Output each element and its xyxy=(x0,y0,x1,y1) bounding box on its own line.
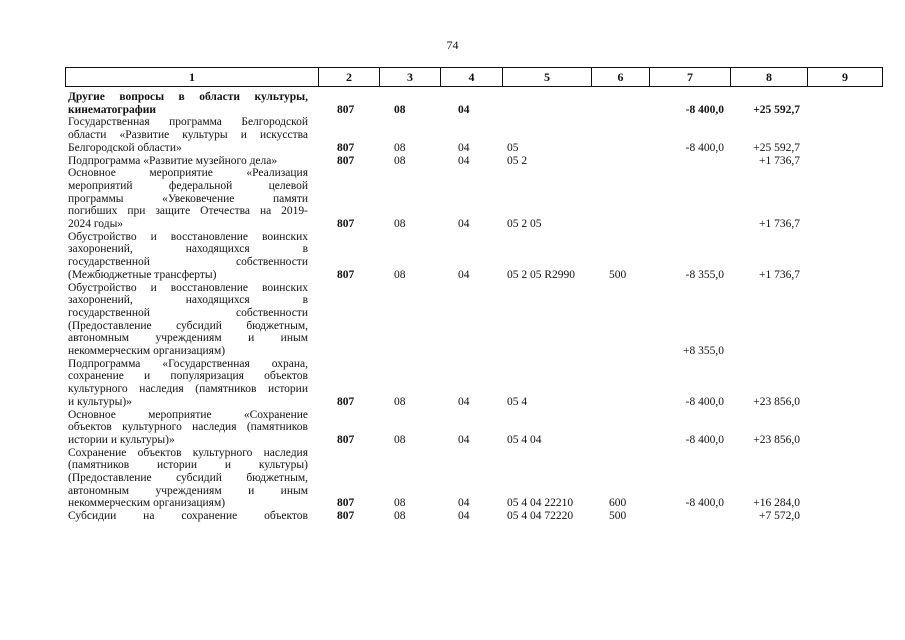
description-line: Подпрограмма «Развитие музейного дела» xyxy=(68,154,278,167)
description-line: Обустройство и восстановление воинских xyxy=(68,230,308,243)
cell-c3: 08 xyxy=(394,510,406,523)
cell-c4: 04 xyxy=(458,497,470,510)
row-description xyxy=(68,409,308,447)
row-description xyxy=(68,167,308,231)
header-col-6: 6 xyxy=(591,68,649,86)
row-description xyxy=(68,510,308,523)
header-col-2: 2 xyxy=(318,68,379,86)
row-description xyxy=(68,447,308,511)
cell-c3: 08 xyxy=(394,497,406,510)
cell-c7: +8 355,0 xyxy=(683,345,724,357)
description-line: Основное мероприятие «Сохранение xyxy=(68,408,308,421)
cell-c2: 807 xyxy=(337,141,355,154)
cell-c3: 08 xyxy=(394,154,406,167)
description-line: мероприятий федеральной целевой xyxy=(68,179,308,192)
description-line: некоммерческим организациям) xyxy=(68,345,226,358)
cell-c7: -8 400,0 xyxy=(685,395,724,408)
description-line: объектов культурного наследия (памятников xyxy=(68,421,308,434)
cell-c7: -8 355,0 xyxy=(685,268,724,281)
cell-c2: 807 xyxy=(337,395,355,408)
cell-c2: 807 xyxy=(337,154,355,167)
cell-c4: 04 xyxy=(458,141,470,154)
cell-c3: 08 xyxy=(394,433,406,446)
description-line: (Предоставление субсидий бюджетным, xyxy=(68,319,308,332)
description-line: программы «Увековечение памяти xyxy=(68,192,308,205)
cell-c5: 05 2 05 xyxy=(507,217,542,230)
row-description xyxy=(68,91,308,116)
cell-c2: 807 xyxy=(337,510,355,523)
header-col-4: 4 xyxy=(440,68,502,86)
row-description xyxy=(68,155,308,168)
cell-c5: 05 4 04 xyxy=(507,433,542,446)
description-line: и культуры)» xyxy=(68,395,132,408)
cell-c8: +25 592,7 xyxy=(753,141,800,154)
description-line: культурного наследия (памятников истории xyxy=(68,383,308,396)
row-description xyxy=(68,116,308,154)
description-line: истории и культуры)» xyxy=(68,433,175,446)
page-number: 74 xyxy=(446,38,459,52)
cell-c6: 600 xyxy=(609,497,627,510)
cell-c8: +16 284,0 xyxy=(753,497,800,510)
cell-c2: 807 xyxy=(337,433,355,446)
cell-c7: -8 400,0 xyxy=(685,141,724,154)
description-line: Подпрограмма «Государственная охрана, xyxy=(68,357,308,370)
cell-c4: 04 xyxy=(458,395,470,408)
cell-c8: +23 856,0 xyxy=(753,433,800,446)
description-line: (Межбюджетные трансферты) xyxy=(68,268,217,281)
description-line: государственной собственности xyxy=(68,306,308,319)
description-line: Сохранение объектов культурного наследия xyxy=(68,446,308,459)
cell-c5: 05 4 04 22210 xyxy=(507,497,574,510)
cell-c8: +23 856,0 xyxy=(753,395,800,408)
cell-c8: +7 572,0 xyxy=(759,510,800,523)
cell-c5: 05 4 xyxy=(507,395,528,408)
description-line: (Предоставление субсидий бюджетным, xyxy=(68,472,308,484)
cell-c4: 04 xyxy=(458,268,470,281)
cell-c2: 807 xyxy=(337,103,355,116)
cell-c5: 05 4 04 72220 xyxy=(507,510,574,523)
header-col-3: 3 xyxy=(379,68,440,86)
cell-c8: +1 736,7 xyxy=(759,217,800,230)
cell-c2: 807 xyxy=(337,497,355,510)
description-line: области «Развитие культуры и искусства xyxy=(68,129,308,142)
cell-c3: 08 xyxy=(394,217,406,230)
header-col-9: 9 xyxy=(807,68,882,86)
description-line: некоммерческим организациям) xyxy=(68,497,226,510)
description-line: автономным учреждениям и иным xyxy=(68,484,308,497)
description-line: погибших при защите Отечества на 2019- xyxy=(68,205,308,218)
cell-c3: 08 xyxy=(394,395,406,408)
cell-c5: 05 xyxy=(507,141,519,154)
description-line: Основное мероприятие «Реализация xyxy=(68,167,308,180)
cell-c7: -8 400,0 xyxy=(685,103,724,116)
cell-c8: +25 592,7 xyxy=(753,103,800,116)
cell-c3: 08 xyxy=(394,103,406,116)
cell-c4: 04 xyxy=(458,154,470,167)
description-line: захоронений, находящихся в xyxy=(68,294,308,307)
cell-c8: +1 736,7 xyxy=(759,268,800,281)
header-col-1: 1 xyxy=(189,70,195,84)
description-line: Государственная программа Белгородской xyxy=(68,116,308,129)
cell-c4: 04 xyxy=(458,510,470,523)
description-line: Субсидии на сохранение объектов xyxy=(68,510,308,523)
header-col-7: 7 xyxy=(649,68,730,86)
cell-c5: 05 2 05 R2990 xyxy=(507,268,576,281)
cell-c6: 500 xyxy=(609,510,627,523)
description-line: автономным учреждениям и иным xyxy=(68,332,308,345)
description-line: государственной собственности xyxy=(68,256,308,269)
cell-c8: +1 736,7 xyxy=(759,154,800,167)
cell-c4: 04 xyxy=(458,433,470,446)
cell-c4: 04 xyxy=(458,103,470,116)
header-col-8: 8 xyxy=(730,68,807,86)
cell-c7: -8 400,0 xyxy=(685,497,724,510)
row-description xyxy=(68,231,308,282)
cell-c3: 08 xyxy=(394,268,406,281)
description-line: Обустройство и восстановление воинских xyxy=(68,281,308,294)
cell-c6: 500 xyxy=(609,268,627,281)
cell-c5: 05 2 xyxy=(507,154,528,167)
cell-c3: 08 xyxy=(394,141,406,154)
cell-c4: 04 xyxy=(458,217,470,230)
description-line: Другие вопросы в области культуры, xyxy=(68,91,308,103)
description-line: захоронений, находящихся в xyxy=(68,243,308,256)
cell-c2: 807 xyxy=(337,217,355,230)
description-line: сохранение и популяризация объектов xyxy=(68,370,308,383)
description-line: Белгородской области» xyxy=(68,141,182,154)
table-header xyxy=(65,67,883,87)
header-col-5: 5 xyxy=(502,68,591,86)
description-line: кинематографии xyxy=(68,103,157,116)
cell-c7: -8 400,0 xyxy=(685,433,724,446)
cell-c2: 807 xyxy=(337,268,355,281)
description-line: (памятников истории и культуры) xyxy=(68,459,308,472)
row-description xyxy=(68,282,308,358)
row-description xyxy=(68,358,308,409)
description-line: 2024 годы» xyxy=(68,218,124,230)
